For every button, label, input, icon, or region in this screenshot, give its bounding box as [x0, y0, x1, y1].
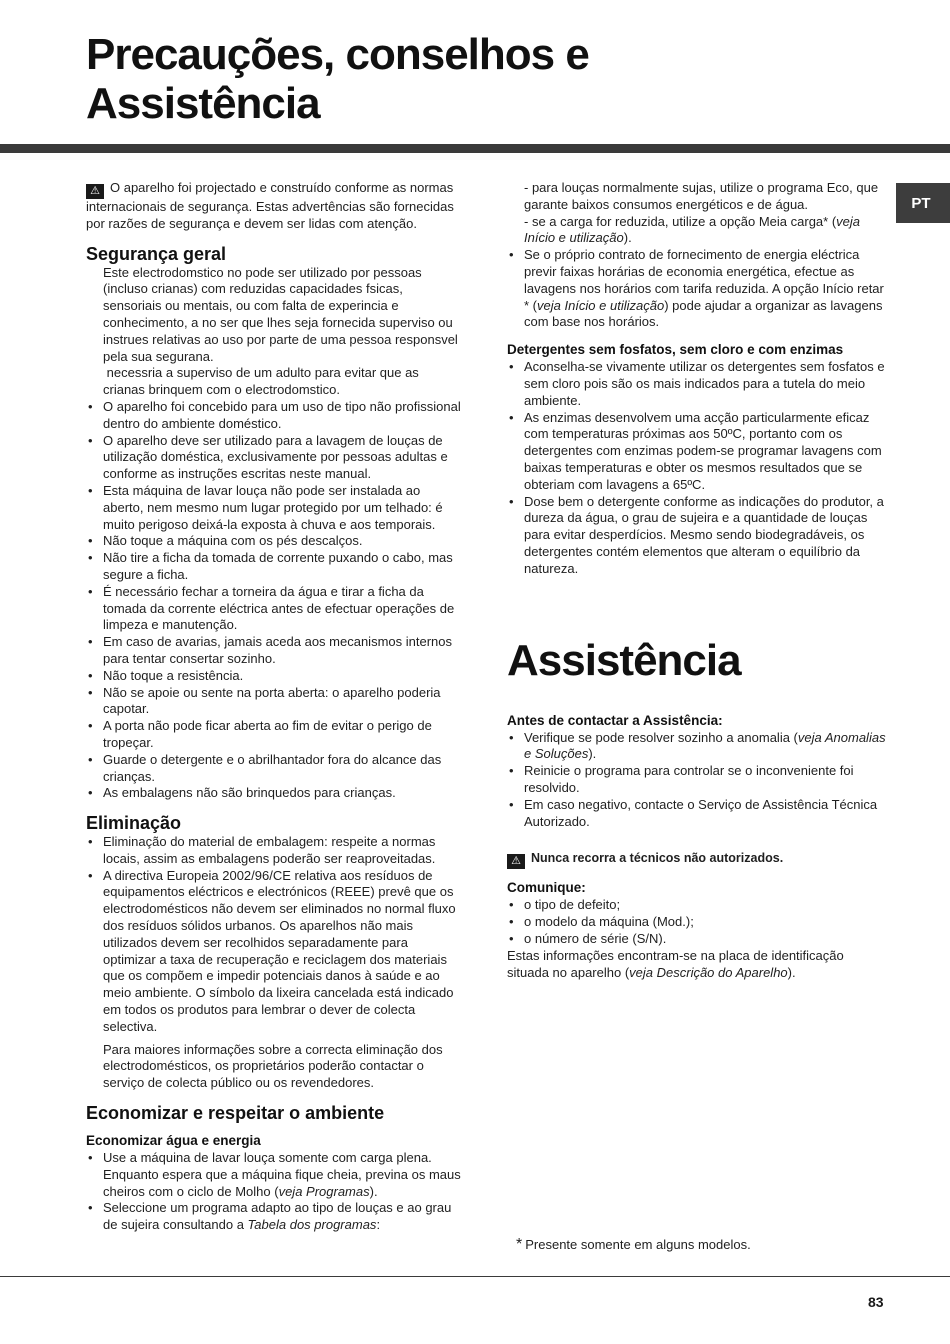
antes-list — [507, 730, 887, 831]
top-divider-bar — [0, 144, 950, 153]
technician-warning: ⚠ Nunca recorra a técnicos não autorizados. — [507, 850, 887, 869]
language-tab: PT — [896, 183, 950, 223]
left-column — [86, 180, 462, 1234]
eliminacao-list — [86, 834, 462, 1036]
bottom-divider — [0, 1276, 950, 1277]
section-heading-eliminacao: Eliminação — [86, 813, 182, 834]
footnote-marker: * — [516, 1236, 523, 1253]
list-item: • o número de série (S/N). — [507, 931, 887, 948]
subheading-comunique: Comunique: — [507, 880, 586, 896]
list-item: • o modelo da máquina (Mod.); — [507, 914, 887, 931]
cross-reference: veja Anomalias e Soluções — [524, 729, 886, 762]
cross-reference: veja Programas — [278, 1183, 370, 1199]
list-item: • Reinicie o programa para controlar se o inconveniente foi resolvido. — [507, 763, 887, 797]
section-heading-economizar: Economizar e respeitar o ambiente — [86, 1103, 385, 1124]
cross-reference: veja Descrição do Aparelho — [629, 964, 788, 980]
continued-line-1: - para louças normalmente sujas, utilize o programa Eco, que garante baixos consumos energéticos e de água. — [524, 180, 879, 212]
list-item: • O aparelho foi concebido para um uso de tipo não profissional dentro do ambiente doméstico. — [86, 399, 462, 433]
list-item: • Não toque a resistência. — [86, 668, 462, 685]
list-item: • Aconselha-se vivamente utilizar os detergentes sem fosfatos e sem cloro pois são os mais indicados para a tutela do meio ambiente. — [507, 359, 887, 409]
page-number: 83 — [868, 1294, 884, 1310]
list-item: • Eliminação do material de embalagem: respeite a normas locais, assim as embalagens poderão ser reaproveitadas. — [86, 834, 462, 868]
list-item: • Guarde o detergente e o abrilhantador fora do alcance das crianças. — [86, 752, 462, 786]
comunique-paragraph: Estas informações encontram-se na placa de identificação situada no aparelho (veja Descrição do Aparelho). — [507, 947, 844, 980]
comunique-list — [507, 897, 887, 947]
list-item: • As enzimas desenvolvem uma acção particularmente eficaz com temperaturas próximas aos 50ºC, portanto com os detergentes com enzimas podem-se programar lavagens com baixas temperaturas e obter os mesmos resultados que se obteriam com lavagens a 65ºC. — [507, 410, 887, 494]
subheading-detergentes: Detergentes sem fosfatos, sem cloro e com enzimas — [507, 342, 844, 358]
list-item: • o tipo de defeito; — [507, 897, 887, 914]
list-item: • A directiva Europeia 2002/96/CE relativa aos resíduos de equipamentos eléctricos e electrónicos (REEE) prevê que os electrodomésticos não devem ser eliminados no normal fluxo dos resíduos sólidos urbanos. Os aparelhos não mais utilizados devem ser recolhidos separadamente para optimizar a taxa de recuperação e reciclagem dos materiais que os compõem e impedir potenciais danos à saúde e ao meio ambiente. O símbolo da lixeira cancelada está indicado em todos os produtos para lembrar o dever de colecta selectiva. — [86, 868, 462, 1036]
subheading-antes-contactar: Antes de contactar a Assistência: — [507, 712, 723, 728]
page-title-line2: Assistência — [86, 79, 320, 128]
list-item: • É necessário fechar a torneira da água e tirar a ficha da tomada da corrente eléctrica antes de efectuar operações de limpeza e manutenção. — [86, 584, 462, 634]
cross-reference: veja Início e utilização — [537, 297, 665, 313]
footnote: * Presente somente em alguns modelos. — [516, 1236, 751, 1253]
cross-reference: Tabela dos programas — [247, 1217, 377, 1233]
list-item: • A porta não pode ficar aberta ao fim de evitar o perigo de tropeçar. — [86, 718, 462, 752]
intro-paragraph: ⚠ O aparelho foi projectado e construído conforme as normas internacionais de segurança. Estas advertências são fornecidas por razões de segurança e devem ser lidas com atenção. — [86, 180, 454, 231]
list-item: • Em caso de avarias, jamais aceda aos mecanismos internos para tentar consertar sozinho. — [86, 634, 462, 668]
list-item: • Se o próprio contrato de fornecimento de energia eléctrica previr faixas horárias de economia energética, efectue as lavagens nos horários com tarifa reduzida. A opção Início retar * (veja Início e utilização) pode ajudar a organizar as lavagens com base nos horários. — [507, 247, 887, 331]
list-item: • Dose bem o detergente conforme as indicações do produtor, a dureza da água, o grau de sujeira e a quantidade de louças para evitar desperdícios. Mesmo sendo biodegradáveis, os detergentes contém elementos que alteram o equilíbrio da natureza. — [507, 494, 887, 578]
list-item: • Use a máquina de lavar louça somente com carga plena. Enquanto espera que a máquina fique cheia, previna os maus cheiros com o ciclo de Molho (veja Programas). — [86, 1150, 462, 1200]
assistencia-title: Assistência — [507, 635, 741, 685]
list-item: • O aparelho deve ser utilizado para a lavagem de louças de utilização doméstica, exclusivamente por pessoas adultas e conforme as instruções escritas neste manual. — [86, 433, 462, 483]
list-item: • Esta máquina de lavar louça não pode ser instalada ao aberto, nem mesmo num lugar protegido por um telhado: é muito perigoso deixá-la exposta à chuva e aos temporais. — [86, 483, 462, 533]
seguranca-paragraph-1: Este electrodomstico no pode ser utilizado por pessoas (incluso crianas) com reduzidas capacidades fsicas, sensoriais ou mentais, ou com falta de experincia e conhecimento, a no ser que lhes seja fornecida superviso ou instrues relativas ao uso por parte de uma pessoa responsvel pela sua segurana. — [103, 264, 458, 364]
energy-list — [507, 247, 887, 331]
cross-reference: veja Início e utilização — [524, 213, 861, 246]
section-heading-seguranca: Segurança geral — [86, 243, 227, 264]
warning-icon: ⚠ — [507, 854, 525, 869]
list-item: • Verifique se pode resolver sozinho a anomalia (veja Anomalias e Soluções). — [507, 730, 887, 764]
list-item: • Não tire a ficha da tomada de corrente puxando o cabo, mas segure a ficha. — [86, 550, 462, 584]
list-item: • Seleccione um programa adapto ao tipo de louças e ao grau de sujeira consultando a Tabela dos programas: — [86, 1200, 462, 1234]
list-item: • Não se apoie ou sente na porta aberta: o aparelho poderia capotar. — [86, 685, 462, 719]
seguranca-paragraph-2: necessria a superviso de um adulto para evitar que as crianas brinquem com o electrodomstico. — [103, 365, 419, 398]
economizar-list — [86, 1150, 462, 1234]
right-column — [507, 180, 887, 981]
page-title — [86, 30, 589, 128]
page-title-line1: Precauções, conselhos e — [86, 30, 589, 79]
continued-line-2: - se a carga for reduzida, utilize a opção Meia carga* (veja Início e utilização). — [524, 213, 861, 246]
list-item: • Em caso negativo, contacte o Serviço de Assistência Técnica Autorizado. — [507, 797, 887, 831]
subheading-agua-energia: Economizar água e energia — [86, 1133, 261, 1149]
warning-icon: ⚠ — [86, 184, 104, 199]
detergentes-list — [507, 359, 887, 577]
list-item: • Não toque a máquina com os pés descalços. — [86, 533, 462, 550]
seguranca-list — [86, 399, 462, 802]
list-item: • As embalagens não são brinquedos para crianças. — [86, 785, 462, 802]
eliminacao-paragraph: Para maiores informações sobre a correcta eliminação dos electrodomésticos, os proprietários poderão contactar o serviço de colecta público ou os revendedores. — [103, 1041, 443, 1091]
